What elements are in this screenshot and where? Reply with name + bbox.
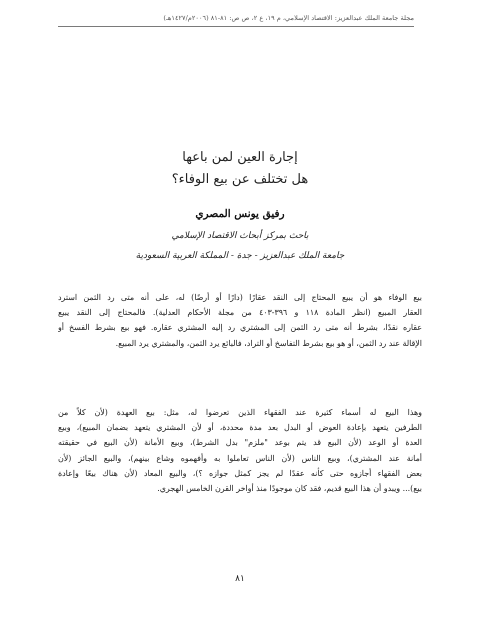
paragraph-line: أمانة عند المشتري)، وبيع الناس (لأن الناس تعاملوا به وأفهموه وشاع بينهم)، والبيع الجائز (لأن bbox=[58, 453, 422, 463]
journal-header: مجلة جامعة الملك عبدالعزيز: الاقتصاد الإسلامي، م ١٩، ع ٢، ص ص: ٨١-٨١ (٢٠٠٦م/١٤٢٧هـ) bbox=[163, 14, 414, 22]
header-divider bbox=[58, 26, 414, 27]
paragraph-line: العقار المبيع (انظر المادة ١١٨ و ٣٩٦-٤٠٣ من مجلة الأحكام العدلية). فالمحتاج إلى النقد يبيع bbox=[58, 308, 422, 318]
paragraph-line: عقاره نقدًا، بشرط أنه متى رد الثمن إلى المشتري رد إليه المشتري عقاره. فهو بيع بشرط الفسخ أو bbox=[58, 323, 422, 333]
paragraph-line: بعض الفقهاء أجازوه حتى كأنه عقدًا لم يجز كمثل جوازه ؟)، والبيع المعاد (لأن هناك بيعًا وإعادة bbox=[58, 468, 422, 478]
body-paragraph-2 bbox=[58, 405, 422, 496]
author-name: رفيق يونس المصري bbox=[195, 208, 285, 220]
paragraph-line: الطرفين يتعهد بإعادة العوض أو البدل بعد مدة محددة، أو لأن المشتري يتعهد بضمان المبيع)، وبيع bbox=[58, 423, 422, 433]
affiliation-line-2: جامعة الملك عبدالعزيز - جدة - المملكة العربية السعودية bbox=[135, 251, 345, 261]
paragraph-line: العدة أو الوعد (لأن البيع قد يتم بوعد "ملزم" بدل الشرط)، وبيع الأمانة (لأن البيع في حقيقته bbox=[58, 438, 422, 448]
article-title-line-1: إجارة العين لمن باعها bbox=[182, 150, 298, 165]
paragraph-line: بيع)... ويبدو أن هذا البيع قديم، فقد كان موجودًا منذ أواخر القرن الخامس الهجري. bbox=[157, 484, 422, 494]
page-number: ٨١ bbox=[235, 574, 245, 584]
paragraph-line: الإقالة عند رد الثمن، أو هو بيع بشرط التفاسخ أو التراد، فالبائع يرد الثمن، والمشتري يرد المبيع. bbox=[115, 338, 422, 348]
article-title-line-2: هل تختلف عن بيع الوفاء؟ bbox=[171, 172, 309, 187]
body-paragraph-1 bbox=[58, 290, 422, 351]
paragraph-line: وهذا البيع له أسماء كثيرة عند الفقهاء الذين تعرضوا له، مثل: بيع العهدة (لأن كلاً من bbox=[58, 408, 422, 417]
paragraph-line: بيع الوفاء هو أن يبيع المحتاج إلى النقد عقارًا (دارًا أو أرضًا) له، على أنه متى رد الثمن استرد bbox=[58, 293, 422, 302]
affiliation-line-1: باحث بمركز أبحاث الاقتصاد الإسلامي bbox=[171, 231, 309, 241]
